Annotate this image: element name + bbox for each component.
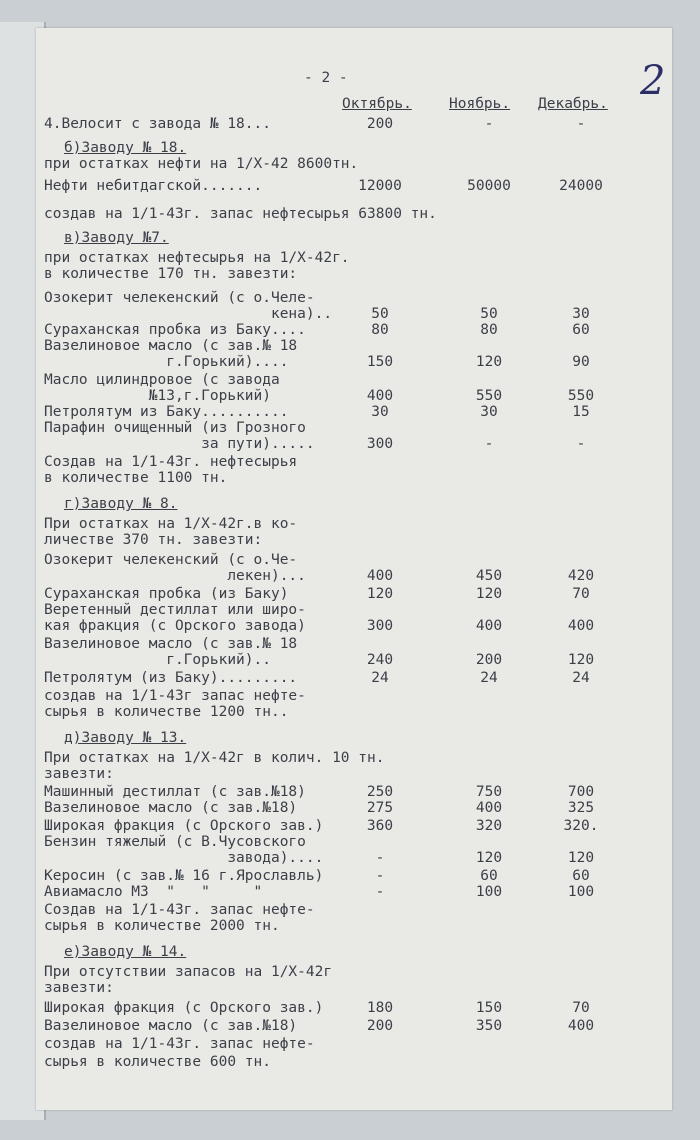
- value-cell: 450: [475, 568, 503, 584]
- line-text: в количестве 1100 тн.: [44, 470, 228, 486]
- line-text: Вазелиновое масло (с зав.№18): [44, 1018, 298, 1034]
- line-text: Озокерит челекенский (с о.Че-: [44, 552, 298, 568]
- value-cell: 80: [480, 322, 498, 338]
- value-cell: 24000: [559, 178, 603, 194]
- value-cell: 30: [371, 404, 389, 420]
- line-text: сырья в количестве 600 тн.: [44, 1054, 271, 1070]
- line-text: Вазелиновое масло (с зав.№18): [44, 800, 298, 816]
- line-text: Вазелиновое масло (с зав.№ 18: [44, 338, 298, 354]
- value-cell: 400: [567, 1018, 595, 1034]
- value-cell: 120: [366, 586, 394, 602]
- value-cell: 250: [366, 784, 394, 800]
- line-text: Парафин очищенный (из Грозного: [44, 420, 306, 436]
- value-cell: 300: [366, 436, 394, 452]
- line-text: Сураханская пробка из Баку....: [44, 322, 306, 338]
- value-cell: 400: [366, 388, 394, 404]
- value-cell: 240: [366, 652, 394, 668]
- line-text: 4.Велосит с завода № 18...: [44, 116, 271, 132]
- value-cell: -: [484, 116, 494, 132]
- line-text: Нефти небитдагской.......: [44, 178, 263, 194]
- line-text: Создав на 1/1-43г. нефтесырья: [44, 454, 298, 470]
- value-cell: 120: [475, 354, 503, 370]
- line-text: Масло цилиндровое (с завода: [44, 372, 280, 388]
- section-heading: б)Заводу № 18.: [64, 140, 187, 156]
- line-text: лекен)...: [44, 568, 306, 584]
- value-cell: 70: [572, 586, 590, 602]
- line-text: г.Горький)....: [44, 354, 289, 370]
- value-cell: 360: [366, 818, 394, 834]
- value-cell: 550: [567, 388, 595, 404]
- value-cell: 150: [475, 1000, 503, 1016]
- line-text: Машинный дестиллат (с зав.№18): [44, 784, 306, 800]
- value-cell: 24: [572, 670, 590, 686]
- line-text: Бензин тяжелый (с В.Чусовского: [44, 834, 306, 850]
- value-cell: 550: [475, 388, 503, 404]
- value-cell: -: [375, 850, 385, 866]
- line-text: Веретенный дестиллат или широ-: [44, 602, 306, 618]
- typed-page-number: - 2 -: [304, 70, 348, 86]
- line-text: создав на 1/1-43г. запас нефтесырья 63800 тн.: [44, 206, 437, 222]
- value-cell: 180: [366, 1000, 394, 1016]
- value-cell: -: [576, 436, 586, 452]
- line-text: в количестве 170 тн. завезти:: [44, 266, 298, 282]
- line-text: кена)..: [44, 306, 333, 322]
- line-text: создав на 1/1-43г запас нефте-: [44, 688, 306, 704]
- value-cell: 400: [366, 568, 394, 584]
- line-text: Керосин (с зав.№ 16 г.Ярославль): [44, 868, 324, 884]
- value-cell: 60: [480, 868, 498, 884]
- value-cell: 750: [475, 784, 503, 800]
- section-heading: д)Заводу № 13.: [64, 730, 187, 746]
- value-cell: 120: [475, 586, 503, 602]
- value-cell: 80: [371, 322, 389, 338]
- value-cell: 400: [475, 800, 503, 816]
- value-cell: 60: [572, 868, 590, 884]
- line-text: При остатках на 1/Х-42г.в ко-: [44, 516, 298, 532]
- value-cell: 24: [371, 670, 389, 686]
- value-cell: 400: [475, 618, 503, 634]
- value-cell: 50: [371, 306, 389, 322]
- line-text: сырья в количестве 2000 тн.: [44, 918, 280, 934]
- value-cell: 60: [572, 322, 590, 338]
- line-text: Авиамасло М3 " " ": [44, 884, 263, 900]
- line-text: при остатках нефтесырья на 1/Х-42г.: [44, 250, 350, 266]
- value-cell: -: [375, 868, 385, 884]
- month-header-november: Ноябрь.: [449, 96, 511, 112]
- value-cell: 150: [366, 354, 394, 370]
- value-cell: 700: [567, 784, 595, 800]
- line-text: завезти:: [44, 980, 114, 996]
- line-text: Озокерит челекенский (с о.Челе-: [44, 290, 315, 306]
- line-text: Вазелиновое масло (с зав.№ 18: [44, 636, 298, 652]
- line-text: завезти:: [44, 766, 114, 782]
- value-cell: 275: [366, 800, 394, 816]
- value-cell: -: [375, 884, 385, 900]
- month-header-december: Декабрь.: [538, 96, 608, 112]
- value-cell: 420: [567, 568, 595, 584]
- line-text: создав на 1/1-43г. запас нефте-: [44, 1036, 315, 1052]
- line-text: личестве 370 тн. завезти:: [44, 532, 263, 548]
- value-cell: 50000: [467, 178, 511, 194]
- value-cell: 30: [572, 306, 590, 322]
- value-cell: 15: [572, 404, 590, 420]
- handwritten-page-number: 2: [640, 58, 666, 104]
- value-cell: 12000: [358, 178, 402, 194]
- line-text: При отсутствии запасов на 1/Х-42г: [44, 964, 333, 980]
- section-heading: в)Заводу №7.: [64, 230, 169, 246]
- value-cell: 200: [475, 652, 503, 668]
- value-cell: 400: [567, 618, 595, 634]
- value-cell: 100: [567, 884, 595, 900]
- line-text: Широкая фракция (с Орского зав.): [44, 1000, 324, 1016]
- value-cell: 320: [475, 818, 503, 834]
- value-cell: 90: [572, 354, 590, 370]
- value-cell: 120: [475, 850, 503, 866]
- line-text: При остатках на 1/Х-42г в колич. 10 тн.: [44, 750, 385, 766]
- value-cell: 300: [366, 618, 394, 634]
- line-text: Создав на 1/1-43г. запас нефте-: [44, 902, 315, 918]
- value-cell: 70: [572, 1000, 590, 1016]
- document-page: [36, 28, 672, 1110]
- line-text: при остатках нефти на 1/Х-42 8600тн.: [44, 156, 359, 172]
- line-text: Петролятум из Баку..........: [44, 404, 289, 420]
- value-cell: 120: [567, 652, 595, 668]
- value-cell: 50: [480, 306, 498, 322]
- value-cell: 120: [567, 850, 595, 866]
- value-cell: 350: [475, 1018, 503, 1034]
- line-text: завода)....: [44, 850, 324, 866]
- value-cell: 200: [366, 1018, 394, 1034]
- month-header-october: Октябрь.: [342, 96, 412, 112]
- line-text: Широкая фракция (с Орского зав.): [44, 818, 324, 834]
- line-text: сырья в количестве 1200 тн..: [44, 704, 289, 720]
- line-text: кая фракция (с Орского завода): [44, 618, 306, 634]
- section-heading: г)Заводу № 8.: [64, 496, 178, 512]
- value-cell: 24: [480, 670, 498, 686]
- value-cell: 100: [475, 884, 503, 900]
- line-text: за пути).....: [44, 436, 315, 452]
- section-heading: е)Заводу № 14.: [64, 944, 187, 960]
- value-cell: 320.: [563, 818, 599, 834]
- line-text: Сураханская пробка (из Баку): [44, 586, 289, 602]
- value-cell: 200: [366, 116, 394, 132]
- value-cell: 30: [480, 404, 498, 420]
- line-text: г.Горький)..: [44, 652, 271, 668]
- value-cell: -: [576, 116, 586, 132]
- value-cell: 325: [567, 800, 595, 816]
- line-text: №13,г.Горький): [44, 388, 271, 404]
- line-text: Петролятум (из Баку).........: [44, 670, 298, 686]
- value-cell: -: [484, 436, 494, 452]
